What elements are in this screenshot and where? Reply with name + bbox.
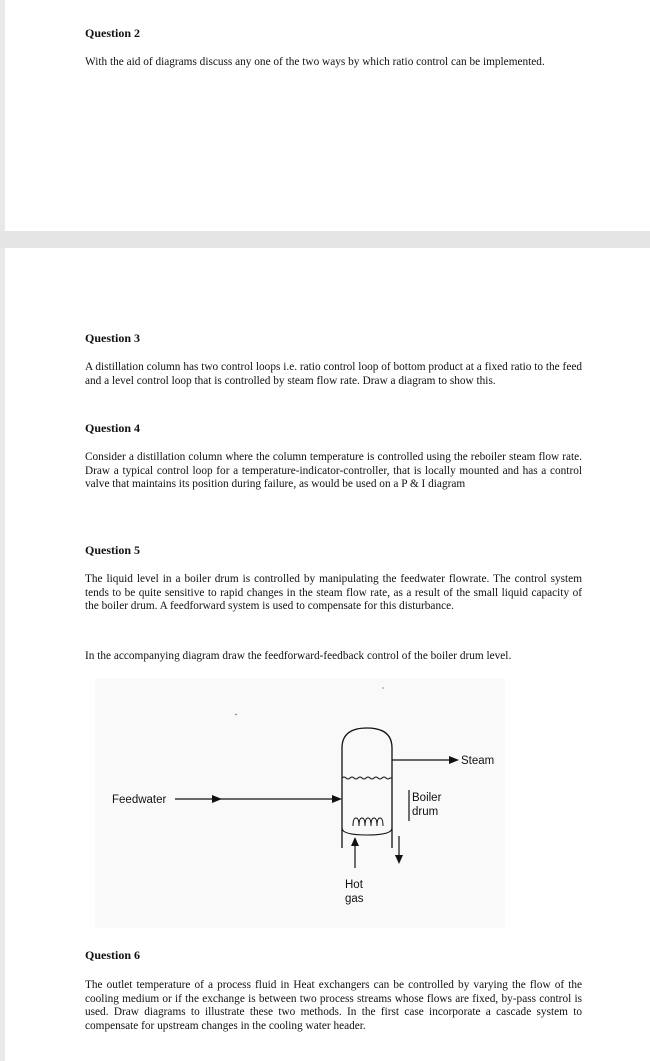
question-5-text: The liquid level in a boiler drum is controlled by manipulating the feedwater flowrate. The control system tends to be quite sensitive to rapid changes in the steam flow rate, as a result of the small liquid capacity of the boiler drum. A feedforward system is used to compensate for this disturbance. <box>85 573 582 613</box>
question-2-title: Question 2 <box>85 26 141 40</box>
hot-gas-label-line1: Hot <box>345 879 363 891</box>
question-6-text: The outlet temperature of a process fluid in Heat exchangers can be controlled by varying the flow of the cooling medium or if the exchange is between two process streams whose flows are fixed, by-pass control is used. Draw diagrams to illustrate these two methods. In the first case incorporate a cascade system to compensate for upstream changes in the cooling water header. <box>85 979 582 1032</box>
diagram-speck-dot <box>382 687 384 689</box>
drum-label-line2: drum <box>412 806 439 818</box>
question-2-text: With the aid of diagrams discuss any one of the two ways by which ratio control can be implemented. <box>85 56 545 68</box>
question-3-title: Question 3 <box>85 331 141 345</box>
question-6-title: Question 6 <box>85 948 141 962</box>
drum-label-line1: Boiler <box>412 792 442 804</box>
document-page-2 <box>5 248 650 1061</box>
document-page-1 <box>5 0 650 231</box>
question-4-text: Consider a distillation column where the column temperature is controlled using the reboiler steam flow rate. Draw a typical control loop for a temperature-indicator-controller, that is locally mounted and has a control valve that maintains its position during failure, as would be used on a P & I diagram <box>85 451 582 491</box>
page-separator <box>0 231 650 248</box>
question-3-text: A distillation column has two control loops i.e. ratio control loop of bottom product at a fixed ratio to the feed and a level control loop that is controlled by steam flow rate. Draw a diagram to show this. <box>85 361 582 387</box>
hot-gas-label-line2: gas <box>345 893 364 905</box>
steam-label: Steam <box>461 755 495 767</box>
question-5-title: Question 5 <box>85 543 141 557</box>
question-5-instruction: In the accompanying diagram draw the feedforward-feedback control of the boiler drum level. <box>85 650 512 662</box>
question-4-title: Question 4 <box>85 421 141 435</box>
boiler-drum-diagram <box>95 678 505 928</box>
feedwater-label: Feedwater <box>112 794 167 806</box>
